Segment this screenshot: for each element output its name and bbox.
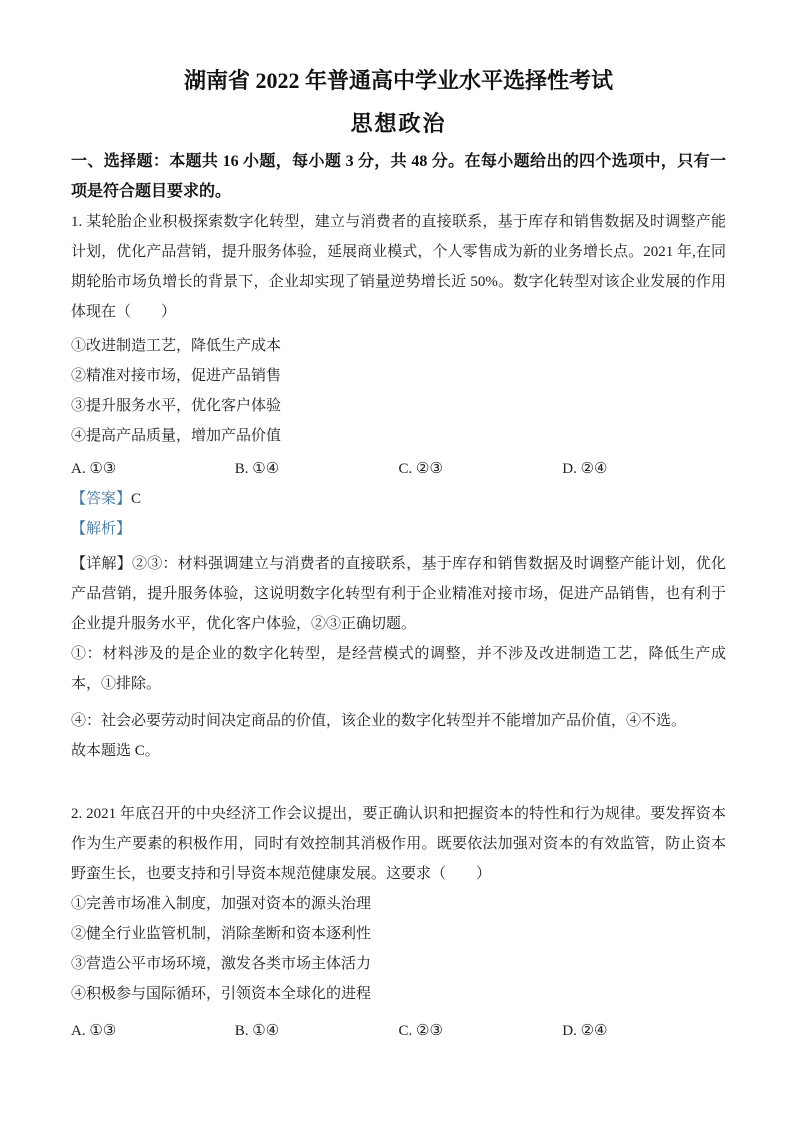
section-instructions: 一、选择题：本题共 16 小题，每小题 3 分，共 48 分。在每小题给出的四个选项中，只有一项是符合题目要求的。 xyxy=(71,153,726,200)
document-subtitle: 思想政治 xyxy=(350,111,447,136)
question-2-stem: 2. 2021 年底召开的中央经济工作会议提出，要正确认识和把握资本的特性和行为规律。要发挥资本作为生产要素的积极作用，同时有效控制其消极作用。既要依法加强对资本的有效监管，防止资本野蛮生长，也要支持和引导资本规范健康发展。这要求（ ） xyxy=(71,806,726,882)
question-1-options xyxy=(71,331,726,451)
option-item-3: ③提升服务水平，优化客户体验 xyxy=(71,398,282,414)
answer-label: 【答案】 xyxy=(71,491,132,507)
choice-a: A. ①③ xyxy=(71,1023,117,1039)
option-item-2: ②健全行业监管机制，消除垄断和资本逐利性 xyxy=(71,926,372,942)
answer-value: C xyxy=(131,491,142,507)
explanation-point-1: ①：材料涉及的是企业的数字化转型，是经营模式的调整，并不涉及改进制造工艺，降低生产成本，①排除。 xyxy=(71,646,726,692)
question-1-choice-row xyxy=(71,454,726,484)
question-2-options xyxy=(71,889,726,1009)
choice-d: D. ②④ xyxy=(562,461,608,477)
option-item-1: ①完善市场准入制度，加强对资本的源头治理 xyxy=(71,896,372,912)
option-item-1: ①改进制造工艺，降低生产成本 xyxy=(71,338,282,354)
question-2-choice-row xyxy=(71,1016,726,1046)
choice-b: B. ①④ xyxy=(234,461,280,477)
analysis-label: 【解析】 xyxy=(71,521,132,537)
document-title: 湖南省 2022 年普通高中学业水平选择性考试 xyxy=(183,68,613,93)
paragraph-gap xyxy=(71,766,726,799)
choice-d: D. ②④ xyxy=(562,1023,608,1039)
option-item-2: ②精准对接市场，促进产品销售 xyxy=(71,368,282,384)
explanation-point-4: ④：社会必要劳动时间决定商品的价值，该企业的数字化转型并不能增加产品价值，④不选。 xyxy=(71,713,687,729)
explanation-conclusion: 故本题选 C。 xyxy=(71,743,160,759)
option-item-3: ③营造公平市场环境，激发各类市场主体活力 xyxy=(71,956,372,972)
choice-c: C. ②③ xyxy=(398,1023,443,1039)
choice-c: C. ②③ xyxy=(398,461,443,477)
question-1-stem: 1. 某轮胎企业积极探索数字化转型，建立与消费者的直接联系，基于库存和销售数据及时调整产能计划，优化产品营销，提升服务体验，延展商业模式，个人零售成为新的业务增长点。2021 年,在同期轮胎市场负增长的背景下，企业却实现了销量逆势增长近 50%。数字化转型对该企业发展的作用体现在（ ） xyxy=(71,214,726,320)
question-2 xyxy=(71,799,726,1046)
analysis-line xyxy=(71,514,726,544)
option-item-4: ④积极参与国际循环，引领资本全球化的进程 xyxy=(71,986,372,1002)
question-1 xyxy=(71,207,726,766)
explanation-detail: 【详解】②③：材料强调建立与消费者的直接联系，基于库存和销售数据及时调整产能计划，优化产品营销，提升服务体验，这说明数字化转型有利于企业精准对接市场，促进产品销售，也有利于企业提升服务水平，优化客户体验，②③正确切题。 xyxy=(71,556,726,632)
choice-a: A. ①③ xyxy=(71,461,117,477)
option-item-4: ④提高产品质量，增加产品价值 xyxy=(71,428,282,444)
answer-line xyxy=(71,484,726,514)
choice-b: B. ①④ xyxy=(234,1023,280,1039)
